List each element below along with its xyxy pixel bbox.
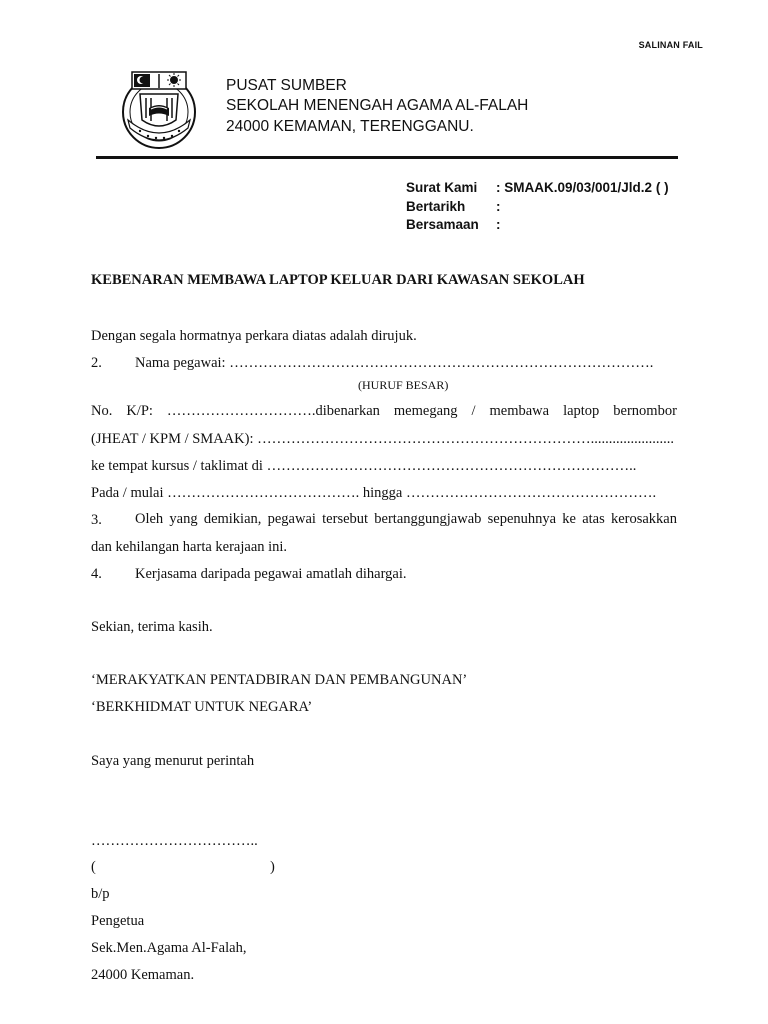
p3-word: kerosakkan — [610, 511, 677, 527]
letter-title: KEBENARAN MEMBAWA LAPTOP KELUAR DARI KAWASAN SEKOLAH — [91, 272, 585, 288]
signatory-school: Sek.Men.Agama Al-Falah, — [91, 940, 247, 956]
para-4-text: Kerjasama daripada pegawai amatlah dihargai. — [135, 566, 407, 582]
p3-word: pegawai — [267, 511, 316, 527]
kursus-line: ke tempat kursus / taklimat di ………………………………………………………………….. — [91, 458, 637, 474]
kp-word: No. — [91, 403, 113, 419]
p3-word: demikian, — [203, 511, 262, 527]
saya-menurut-perintah: Saya yang menurut perintah — [91, 753, 255, 769]
bertarikh-label: Bertarikh — [406, 199, 466, 214]
p3-word: tersebut — [322, 511, 369, 527]
p3-word: atas — [582, 511, 605, 527]
kp-word: laptop — [563, 403, 600, 419]
header-address: 24000 KEMAMAN, TERENGGANU. — [226, 118, 474, 135]
kp-word: K/P: — [126, 403, 153, 419]
kp-line — [91, 403, 677, 420]
header-title: PUSAT SUMBER — [226, 77, 347, 94]
signature-close-paren: ) — [270, 859, 275, 875]
surat-kami-value: : SMAAK.09/03/001/Jld.2 ( ) — [496, 180, 669, 195]
kp-word: memegang — [393, 403, 458, 419]
p3-word: bertanggungjawab — [374, 511, 482, 527]
motto-line-1: ‘MERAKYATKAN PENTADBIRAN DAN PEMBANGUNAN’ — [91, 672, 468, 688]
para-4-number: 4. — [91, 566, 102, 582]
header-school-name: SEKOLAH MENENGAH AGAMA AL-FALAH — [226, 97, 529, 114]
school-crest-logo — [118, 68, 200, 150]
kp-word: bernombor — [613, 403, 677, 419]
huruf-besar-hint: (HURUF BESAR) — [358, 378, 449, 392]
kp-word: / — [471, 403, 476, 419]
p3-word: yang — [169, 511, 198, 527]
jheat-line: (JHEAT / KPM / SMAAK): ……………………………………………………………....................... — [91, 431, 674, 447]
p3-word: Oleh — [135, 511, 164, 527]
kp-word: ………………………….dibenarkan — [166, 403, 380, 419]
pada-mulai-line: Pada / mulai …………………………………. hingga ……………………………………………. — [91, 485, 657, 501]
nama-pegawai-field: Nama pegawai: ……………………………………………………………………………. — [135, 355, 654, 371]
bp-line: b/p — [91, 886, 110, 902]
signature-open-paren: ( — [91, 859, 96, 875]
opening-line: Dengan segala hormatnya perkara diatas adalah dirujuk. — [91, 328, 417, 344]
signatory-title: Pengetua — [91, 913, 145, 929]
signatory-address: 24000 Kemaman. — [91, 967, 195, 983]
para-3-number: 3. — [91, 512, 102, 528]
header-rule — [96, 156, 678, 159]
p3-word: ke — [562, 511, 576, 527]
para-3-continuation: dan kehilangan harta kerajaan ini. — [91, 539, 288, 555]
closing-line: Sekian, terima kasih. — [91, 619, 213, 635]
para-3-line — [135, 511, 677, 528]
para-2-number: 2. — [91, 355, 102, 371]
bersamaan-label: Bersamaan — [406, 217, 479, 232]
kp-word: membawa — [489, 403, 550, 419]
bersamaan-value: : — [496, 217, 501, 232]
p3-word: sepenuhnya — [487, 511, 557, 527]
copy-mark: SALINAN FAIL — [638, 40, 703, 50]
surat-kami-label: Surat Kami — [406, 180, 478, 195]
motto-line-2: ‘BERKHIDMAT UNTUK NEGARA’ — [91, 699, 313, 715]
signature-dots: …………………………….. — [91, 833, 258, 849]
bertarikh-value: : — [496, 199, 501, 214]
